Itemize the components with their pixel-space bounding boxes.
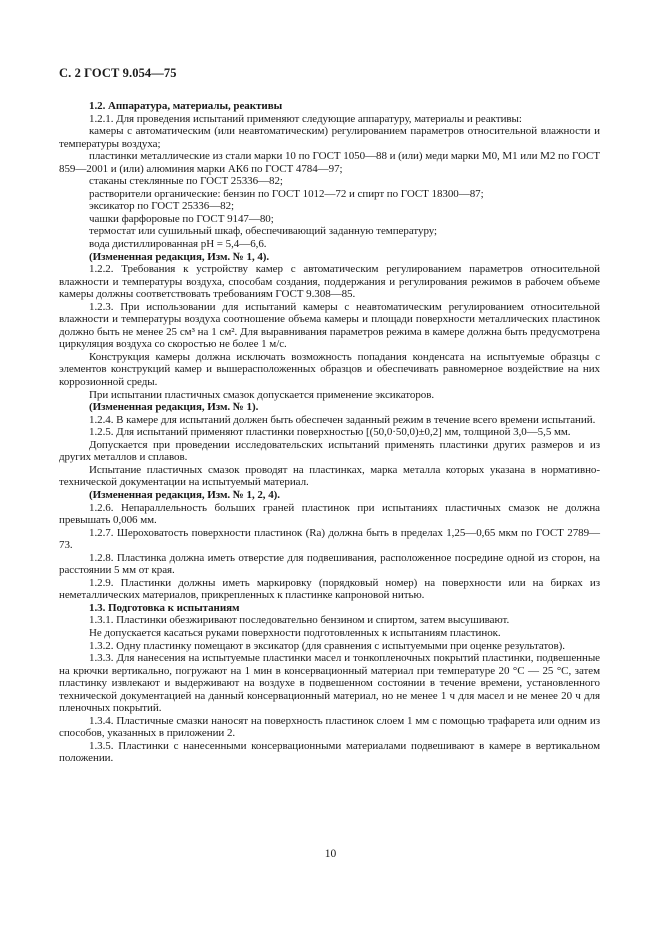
revision-note: (Измененная редакция, Изм. № 1). [89, 401, 259, 414]
page-number: 10 [324, 848, 337, 860]
paragraph: 1.3.5. Пластинки с нанесенными консервационными материалами подвешивают в камере в вертикальном положении. [59, 739, 600, 765]
revision-note: (Измененная редакция, Изм. № 1, 2, 4). [89, 488, 280, 501]
paragraph: При испытании пластичных смазок допускается применение эксикаторов. [89, 388, 435, 401]
list-item: чашки фарфоровые по ГОСТ 9147—80; [89, 212, 274, 225]
paragraph: 1.2.9. Пластинки должны иметь маркировку (порядковый номер) на поверхности или на бирках из неметаллических материалов, прикрепленных к пластинке капроновой нитью. [59, 576, 600, 602]
section-heading: 1.3. Подготовка к испытаниям [89, 601, 240, 614]
list-item: растворители органические: бензин по ГОСТ 1012—72 и спирт по ГОСТ 18300—87; [89, 187, 484, 200]
paragraph: 1.2.1. Для проведения испытаний применяют следующие аппаратуру, материалы и реактивы: [89, 112, 522, 125]
paragraph: Конструкция камеры должна исключать возможность попадания конденсата на испытуемые образцы с элементов конструкций камер и вышерасположенных образцов и обеспечивать равномерное воздействие на них коррозионной среды. [59, 350, 600, 389]
list-item: эксикатор по ГОСТ 25336—82; [89, 200, 235, 213]
paragraph: 1.2.5. Для испытаний применяют пластинки поверхностью [(50,0·50,0)±0,2] мм, толщиной 3,0—5,5 мм. [89, 426, 571, 439]
list-item: камеры с автоматическим (или неавтоматическим) регулированием параметров относительной влажности и температуры воздуха; [59, 125, 600, 150]
paragraph: Испытание пластичных смазок проводят на пластинках, марка металла которых указана в нормативно-технической документации на испытуемый материал. [59, 463, 600, 489]
paragraph: Не допускается касаться руками поверхности подготовленных к испытаниям пластинок. [89, 626, 501, 639]
list-item: стаканы стеклянные по ГОСТ 25336—82; [89, 175, 283, 188]
paragraph: Допускается при проведении исследовательских испытаний применять пластинки других размеров и из других металлов и сплавов. [59, 438, 600, 464]
page-header: С. 2 ГОСТ 9.054—75 [59, 66, 177, 80]
document-body [59, 100, 600, 765]
paragraph: 1.2.3. При использовании для испытаний камеры с неавтоматическим регулированием относительной влажности и температуры воздуха соотношение объема камеры и площади поверхности металлических пластинок должно быть не менее 25 см³ на 1 см². Для выравнивания параметров режима в камере должна быть предусмотрена циркуляция воздуха со скоростью не более 1 м/с. [59, 300, 600, 351]
list-item: термостат или сушильный шкаф, обеспечивающий заданную температуру; [89, 225, 438, 238]
paragraph: 1.2.4. В камере для испытаний должен быть обеспечен заданный режим в течение всего времени испытаний. [89, 413, 596, 426]
list-item: вода дистиллированная pH = 5,4—6,6. [89, 238, 267, 251]
paragraph: 1.3.4. Пластичные смазки наносят на поверхность пластинок слоем 1 мм с помощью трафарета или одним из способов, указанных в приложении 2. [59, 714, 600, 740]
paragraph: 1.3.2. Одну пластинку помещают в эксикатор (для сравнения с испытуемыми при оценке результатов). [89, 639, 565, 652]
paragraph: 1.2.2. Требования к устройству камер с автоматическим регулированием параметров относительной влажности и температуры воздуха, способам создания, поддержания и регулирования режимов в рабочем объеме камеры должны соответствовать требованиям ГОСТ 9.308—85. [59, 263, 600, 301]
paragraph: 1.2.6. Непараллельность больших граней пластинок при испытаниях пластичных смазок не должна превышать 0,006 мм. [59, 501, 600, 527]
paragraph: 1.3.3. Для нанесения на испытуемые пластинки масел и тонкопленочных покрытий пластинки, подвешенные на крючки вертикально, погружают на 1 мин в консервационный материал при температуре 20 °С — 25 °С, затем пластинку извлекают и выдерживают на воздухе в подвешенном состоянии в течение времени, установленного технической документацией на данный консервационный материал, но не менее 1 ч для масел и не менее 20 ч для пленочных покрытий. [59, 652, 600, 715]
paragraph: 1.2.8. Пластинка должна иметь отверстие для подвешивания, расположенное посредине одной из сторон, на расстоянии 5 мм от края. [59, 551, 600, 577]
section-heading: 1.2. Аппаратура, материалы, реактивы [89, 100, 283, 112]
revision-note: (Измененная редакция, Изм. № 1, 4). [89, 250, 270, 263]
paragraph: 1.3.1. Пластинки обезжиривают последовательно бензином и спиртом, затем высушивают. [89, 614, 510, 627]
paragraph: 1.2.7. Шероховатость поверхности пластинок (Ra) должна быть в пределах 1,25—0,65 мкм по ГОСТ 2789—73. [59, 526, 600, 552]
list-item: пластинки металлические из стали марки 10 по ГОСТ 1050—88 и (или) меди марки М0, М1 или М2 по ГОСТ 859—2001 и (или) алюминия марки АК6 по ГОСТ 4784—97; [59, 150, 601, 175]
